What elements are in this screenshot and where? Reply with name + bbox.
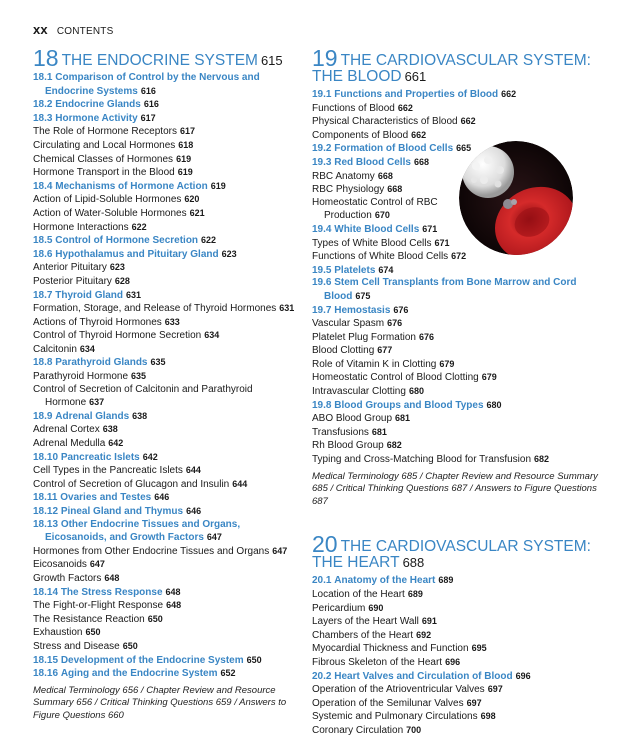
toc-section[interactable] — [33, 289, 303, 303]
page-number: 617 — [140, 112, 156, 123]
page-number: 700 — [406, 724, 422, 735]
section-title: Ovaries and Testes — [60, 492, 152, 504]
page-number: 634 — [204, 330, 220, 341]
page-number: 619 — [176, 153, 192, 164]
page-number: 646 — [154, 492, 170, 503]
toc-subsection[interactable] — [33, 207, 303, 221]
chapter-title-text: THE ENDOCRINE SYSTEM — [61, 52, 258, 69]
section-title: Endocrine Glands — [55, 99, 141, 111]
chapter-page: 615 — [260, 53, 283, 68]
toc-subsection[interactable] — [312, 453, 612, 467]
subsection-title: Action of Lipid-Soluble Hormones — [33, 194, 182, 206]
subsection-title: Homeostatic Control of Blood Clotting — [312, 372, 479, 384]
toc-subsection[interactable] — [33, 545, 303, 559]
page-number: 662 — [460, 116, 476, 127]
page-number: 642 — [108, 438, 124, 449]
page-number: 665 — [456, 143, 472, 154]
toc-section[interactable] — [33, 180, 303, 194]
toc-section[interactable] — [33, 654, 303, 668]
toc-subsection[interactable] — [33, 478, 303, 492]
page-number: 672 — [451, 251, 467, 262]
end-matter-title: Critical Thinking Questions — [100, 697, 214, 709]
subsection-title: Transfusions — [312, 426, 369, 438]
subsection-title: Adrenal Medulla — [33, 438, 106, 450]
section-title: Hormone Activity — [55, 112, 138, 124]
subsection-title: Operation of the Atrioventricular Valves — [312, 684, 485, 696]
section-number: 19.4 — [312, 223, 332, 235]
section-number: 18.4 — [33, 180, 53, 192]
section-number: 18.15 — [33, 654, 59, 666]
toc-subsection[interactable] — [312, 697, 612, 711]
section-number: 18.1 — [33, 72, 53, 83]
page-number: 679 — [439, 358, 455, 369]
page-number: 670 — [374, 210, 390, 221]
subsection-title: Eicosanoids — [33, 559, 87, 571]
toc-section[interactable] — [33, 410, 303, 424]
section-number: 18.10 — [33, 451, 59, 463]
chapter-number: 19 — [312, 45, 338, 71]
page-number: 696 — [515, 670, 531, 681]
section-number: 18.2 — [33, 99, 53, 111]
page-number: 618 — [178, 139, 194, 150]
toc-subsection[interactable] — [33, 640, 303, 654]
subsection-title: Exhaustion — [33, 627, 83, 639]
page-number: 648 — [166, 600, 182, 611]
section-number: 19.3 — [312, 156, 332, 168]
page-number: 696 — [445, 656, 461, 667]
page-number: 697 — [487, 684, 503, 695]
page-number: 647 — [89, 559, 105, 570]
subsection-title: Calcitonin — [33, 343, 77, 355]
section-title: Platelets — [334, 264, 376, 276]
section-number: 18.3 — [33, 112, 53, 124]
page-number: 647 — [206, 532, 222, 543]
page-number: 647 — [272, 545, 288, 556]
toc-subsection[interactable] — [312, 656, 612, 670]
page-number: 680 — [408, 386, 424, 397]
toc-subsection[interactable] — [33, 437, 303, 451]
chapter-end-matter: Medical Terminology 685 / Chapter Review and Resource Summary 685 / Critical Thinking Questions 687 / Answers to Figure Questions 687 — [312, 470, 598, 507]
page-number: 628 — [114, 275, 130, 286]
toc-subsection[interactable] — [33, 384, 303, 410]
page-number: 650 — [122, 640, 138, 651]
subsection-title: Systemic and Pulmonary Circulations — [312, 711, 478, 723]
end-matter-page: 685 — [401, 470, 418, 482]
toc-subsection[interactable] — [33, 464, 303, 478]
chapter-title-text: THE CARDIOVASCULAR SYSTEM: THE BLOOD — [312, 52, 591, 85]
page-number: 662 — [397, 102, 413, 113]
section-title: Adrenal Glands — [55, 410, 130, 422]
toc-section[interactable] — [312, 574, 612, 588]
page-number: 648 — [165, 586, 181, 597]
section-number: 19.7 — [312, 304, 332, 316]
toc-subsection[interactable] — [312, 439, 612, 453]
subsection-title: Platelet Plug Formation — [312, 331, 416, 343]
section-title: Heart Valves and Circulation of Blood — [334, 670, 513, 682]
toc-section[interactable] — [33, 234, 303, 248]
section-title: Other Endocrine Tissues and Organs, Eicosanoids, and Growth Factors — [45, 518, 241, 544]
chapter-title — [312, 45, 612, 85]
end-matter-title: Critical Thinking Questions — [335, 483, 449, 495]
section-number: 18.5 — [33, 235, 53, 247]
toc-subsection[interactable] — [312, 426, 612, 440]
page-number: 623 — [221, 248, 237, 259]
subsection-title: The Fight-or-Flight Response — [33, 600, 164, 612]
subsection-title: Anterior Pituitary — [33, 262, 107, 274]
chapter-number: 20 — [312, 531, 338, 558]
subsection-title: Myocardial Thickness and Function — [312, 643, 469, 655]
subsection-title: The Role of Hormone Receptors — [33, 126, 177, 138]
chapter-gap — [312, 508, 612, 536]
toc-subsection[interactable] — [33, 302, 303, 316]
toc-subsection[interactable] — [312, 724, 612, 738]
toc-subsection[interactable] — [312, 371, 612, 385]
section-number: 18.11 — [33, 492, 58, 504]
section-title: White Blood Cells — [334, 223, 420, 235]
page-number: 671 — [422, 223, 438, 234]
chapter-title — [312, 531, 612, 572]
toc-section[interactable] — [33, 505, 303, 519]
section-title: Pancreatic Islets — [60, 451, 140, 463]
toc-section[interactable] — [33, 451, 303, 465]
section-number: 18.9 — [33, 410, 53, 422]
toc-subsection[interactable] — [33, 221, 303, 235]
subsection-title: Adrenal Cortex — [33, 424, 100, 436]
toc-subsection[interactable] — [33, 153, 303, 167]
page-number: 620 — [184, 194, 200, 205]
toc-subsection[interactable] — [33, 370, 303, 384]
section-title: Red Blood Cells — [334, 156, 411, 168]
page-number: xx — [33, 22, 48, 37]
toc-subsection[interactable] — [33, 275, 303, 289]
section-title: Formation of Blood Cells — [334, 143, 454, 155]
page-number: 662 — [501, 89, 517, 99]
subsection-title: Formation, Storage, and Release of Thyroid Hormones — [33, 303, 277, 315]
toc-section[interactable] — [33, 491, 303, 505]
toc-section[interactable] — [33, 72, 303, 98]
page-number: 616 — [140, 85, 156, 96]
toc-subsection[interactable] — [33, 613, 303, 627]
toc-section[interactable] — [312, 264, 612, 278]
toc-section[interactable] — [312, 277, 612, 303]
subsection-title: Control of Thyroid Hormone Secretion — [33, 330, 202, 342]
subsection-title: Functions of White Blood Cells — [312, 251, 449, 263]
subsection-title: Typing and Cross-Matching Blood for Transfusion — [312, 454, 531, 466]
section-title: Hemostasis — [334, 304, 391, 316]
toc-subsection[interactable] — [33, 343, 303, 357]
subsection-title: Homeostatic Control of RBC Production — [312, 196, 438, 222]
section-title: Comparison of Control by the Nervous and Endocrine Systems — [45, 72, 260, 97]
subsection-title: Hormone Transport in the Blood — [33, 167, 175, 179]
page-number: 676 — [418, 331, 434, 342]
subsection-title: Vascular Spasm — [312, 318, 385, 330]
chapter-title-text: THE CARDIOVASCULAR SYSTEM: THE HEART — [312, 538, 591, 572]
section-number: 19.8 — [312, 399, 332, 411]
subsection-title: Pericardium — [312, 602, 366, 614]
end-matter-title: Chapter Review and Resource Summary — [425, 470, 598, 482]
subsection-title: Hormones from Other Endocrine Tissues and Organs — [33, 545, 270, 557]
page-number: 633 — [164, 316, 180, 327]
page-number: 650 — [147, 613, 163, 624]
page-header — [33, 22, 113, 37]
section-number: 20.1 — [312, 575, 332, 587]
page-number: 676 — [393, 304, 409, 315]
section-number: 18.7 — [33, 289, 53, 301]
section-number: 20.2 — [312, 670, 332, 682]
toc-section[interactable] — [33, 248, 303, 262]
page-number: 644 — [185, 465, 201, 476]
end-matter-title: Medical Terminology — [33, 684, 120, 696]
section-number: 19.2 — [312, 143, 332, 155]
toc-subsection[interactable] — [312, 197, 469, 223]
page-number: 674 — [378, 264, 394, 275]
page-number: 638 — [102, 424, 118, 435]
subsection-title: Layers of the Heart Wall — [312, 616, 419, 628]
subsection-title: Control of Secretion of Calcitonin and Parathyroid Hormone — [33, 383, 253, 409]
running-head: CONTENTS — [56, 26, 114, 37]
page-number: 638 — [132, 410, 148, 421]
section-title: Development of the Endocrine System — [60, 654, 244, 666]
page-number: 650 — [246, 654, 262, 665]
page-number: 650 — [85, 627, 101, 638]
toc-subsection[interactable] — [312, 588, 612, 602]
end-matter-page: 687 — [312, 495, 328, 507]
page-number: 697 — [466, 697, 482, 708]
section-title: Hypothalamus and Pituitary Gland — [55, 248, 219, 260]
subsection-title: Blood Clotting — [312, 345, 375, 357]
page-number: 646 — [186, 506, 202, 516]
page-number: 662 — [411, 129, 427, 140]
subsection-title: RBC Physiology — [312, 184, 385, 196]
subsection-title: Hormone Interactions — [33, 221, 129, 233]
toc-section[interactable] — [33, 519, 303, 545]
toc-section[interactable] — [312, 88, 612, 102]
page-number: 644 — [232, 478, 248, 489]
page-number: 692 — [416, 629, 432, 640]
toc-subsection[interactable] — [33, 329, 303, 343]
section-title: Mechanisms of Hormone Action — [55, 180, 208, 192]
blood-cells-illustration — [458, 140, 574, 256]
end-matter-page: 687 — [451, 483, 468, 495]
page-number: 680 — [486, 399, 502, 410]
page-number: 634 — [79, 343, 95, 354]
subsection-title: Actions of Thyroid Hormones — [33, 316, 162, 328]
section-number: 19.6 — [312, 277, 332, 289]
page-number: 691 — [421, 616, 437, 627]
toc-subsection[interactable] — [33, 423, 303, 437]
subsection-title: The Resistance Reaction — [33, 613, 145, 625]
page-number: 677 — [377, 345, 393, 356]
toc-subsection[interactable] — [312, 115, 612, 129]
chapter-page: 661 — [404, 69, 427, 84]
page-number: 689 — [438, 575, 454, 586]
subsection-title: Functions of Blood — [312, 102, 395, 114]
toc-subsection[interactable] — [312, 317, 612, 331]
toc-section[interactable] — [312, 670, 612, 684]
page-number: 637 — [89, 397, 105, 408]
page-number: 671 — [434, 237, 450, 248]
toc-section[interactable] — [33, 586, 303, 600]
page-number: 689 — [407, 589, 423, 599]
toc-section[interactable] — [312, 304, 612, 318]
page-number: 698 — [480, 711, 496, 722]
page-number: 668 — [387, 184, 403, 195]
page-number: 652 — [220, 668, 236, 679]
end-matter-page: 685 — [312, 483, 328, 495]
subsection-title: Operation of the Semilunar Valves — [312, 697, 464, 709]
page-number: 622 — [131, 221, 147, 232]
subsection-title: ABO Blood Group — [312, 413, 393, 425]
end-matter-title: Answers to Figure Questions — [33, 697, 287, 721]
subsection-title: Growth Factors — [33, 572, 102, 584]
chapter-title — [33, 45, 303, 71]
toc-subsection[interactable] — [312, 412, 612, 426]
toc-subsection[interactable] — [33, 193, 303, 207]
toc-subsection[interactable] — [312, 102, 612, 116]
page-number: 631 — [126, 289, 142, 300]
end-matter-title: Medical Terminology — [312, 470, 399, 482]
page-number: 635 — [150, 357, 166, 368]
page-number: 682 — [534, 454, 550, 465]
end-matter-page: 659 — [215, 697, 232, 709]
subsection-title: Parathyroid Hormone — [33, 371, 129, 383]
chapter-end-matter: Medical Terminology 656 / Chapter Review and Resource Summary 656 / Critical Thinking Questions 659 / Answers to Figure Questions 660 — [33, 684, 287, 721]
subsection-title: Chambers of the Heart — [312, 629, 414, 641]
subsection-title: Cell Types in the Pancreatic Islets — [33, 465, 183, 477]
toc-subsection[interactable] — [312, 331, 612, 345]
subsection-title: Circulating and Local Hormones — [33, 139, 176, 151]
page-number: 682 — [386, 440, 402, 451]
toc-section[interactable] — [33, 356, 303, 370]
section-number: 18.8 — [33, 357, 53, 369]
toc-subsection[interactable] — [33, 261, 303, 275]
end-matter-page: 656 — [122, 684, 139, 696]
subsection-title: Rh Blood Group — [312, 440, 384, 452]
toc-subsection[interactable] — [312, 615, 612, 629]
end-matter-page: 660 — [107, 709, 124, 721]
page-number: 619 — [177, 167, 193, 178]
subsection-title: Coronary Circulation — [312, 724, 404, 736]
toc-section[interactable] — [33, 112, 303, 126]
section-title: Stem Cell Transplants from Bone Marrow and Cord Blood — [324, 277, 577, 302]
toc-subsection[interactable] — [33, 166, 303, 180]
page-number: 617 — [179, 126, 195, 137]
page-number: 681 — [371, 426, 387, 437]
section-number: 19.5 — [312, 264, 332, 276]
toc-subsection[interactable] — [312, 642, 612, 656]
subsection-title: Physical Characteristics of Blood — [312, 116, 458, 128]
section-number: 18.12 — [33, 506, 59, 517]
page-number: 648 — [104, 572, 120, 583]
page-number: 675 — [355, 290, 371, 301]
section-title: Functions and Properties of Blood — [334, 89, 499, 100]
subsection-title: Control of Secretion of Glucagon and Insulin — [33, 478, 230, 490]
subsection-title: Stress and Disease — [33, 640, 120, 652]
toc-subsection[interactable] — [312, 629, 612, 643]
page-number: 668 — [377, 170, 393, 181]
section-number: 18.13 — [33, 518, 59, 530]
section-title: Blood Groups and Blood Types — [334, 399, 484, 411]
section-number: 18.16 — [33, 668, 59, 680]
subsection-title: Location of the Heart — [312, 589, 405, 600]
section-title: The Stress Response — [60, 586, 163, 598]
toc-section[interactable] — [312, 399, 612, 413]
toc-subsection[interactable] — [312, 710, 612, 724]
toc-section[interactable] — [33, 98, 303, 112]
section-title: Aging and the Endocrine System — [60, 668, 218, 680]
page-number: 631 — [279, 303, 295, 314]
toc-subsection[interactable] — [33, 139, 303, 153]
subsection-title: Chemical Classes of Hormones — [33, 153, 174, 165]
page-number: 695 — [471, 643, 487, 654]
toc-subsection[interactable] — [33, 572, 303, 586]
section-title: Control of Hormone Secretion — [55, 235, 199, 247]
toc-subsection[interactable] — [33, 125, 303, 139]
subsection-title: RBC Anatomy — [312, 170, 375, 182]
toc-subsection[interactable] — [33, 626, 303, 640]
page-number: 681 — [395, 413, 411, 424]
page-number: 635 — [131, 371, 147, 382]
subsection-title: Components of Blood — [312, 129, 409, 141]
page-number: 621 — [189, 207, 205, 218]
section-title: Thyroid Gland — [55, 289, 124, 301]
page-number: 668 — [413, 156, 429, 167]
end-matter-page: 656 — [76, 697, 93, 709]
chapter-page: 688 — [402, 555, 425, 571]
section-number: 18.6 — [33, 248, 53, 260]
toc-section[interactable] — [33, 667, 303, 681]
page-number: 623 — [109, 262, 125, 273]
subsection-title: Role of Vitamin K in Clotting — [312, 358, 437, 370]
page-number: 690 — [368, 602, 384, 613]
page-number: 616 — [143, 99, 159, 110]
section-number: 19.1 — [312, 89, 332, 100]
end-matter-title: Chapter Review and Resource Summary — [33, 684, 276, 709]
toc-subsection[interactable] — [312, 602, 612, 616]
toc-subsection[interactable] — [312, 344, 612, 358]
toc-subsection[interactable] — [312, 358, 612, 372]
subsection-title: Types of White Blood Cells — [312, 237, 432, 249]
page-number: 619 — [210, 180, 226, 191]
section-number: 18.14 — [33, 586, 59, 598]
page-number: 642 — [142, 451, 158, 462]
toc-subsection[interactable] — [33, 599, 303, 613]
left-column — [33, 45, 303, 723]
page-number: 676 — [387, 318, 403, 329]
toc-subsection[interactable] — [312, 385, 612, 399]
toc-subsection[interactable] — [33, 558, 303, 572]
subsection-title: Action of Water-Soluble Hormones — [33, 207, 187, 219]
toc-subsection[interactable] — [33, 316, 303, 330]
section-title: Parathyroid Glands — [55, 357, 148, 369]
section-title: Pineal Gland and Thymus — [60, 506, 184, 517]
subsection-title: Fibrous Skeleton of the Heart — [312, 656, 443, 668]
end-matter-title: Answers to Figure Questions — [474, 483, 597, 495]
chapter-number: 18 — [33, 45, 59, 71]
subsection-title: Posterior Pituitary — [33, 275, 112, 287]
toc-subsection[interactable] — [312, 683, 612, 697]
page-number: 679 — [481, 372, 497, 383]
subsection-title: Intravascular Clotting — [312, 386, 406, 398]
section-title: Anatomy of the Heart — [334, 575, 436, 587]
page-number: 622 — [201, 235, 217, 246]
